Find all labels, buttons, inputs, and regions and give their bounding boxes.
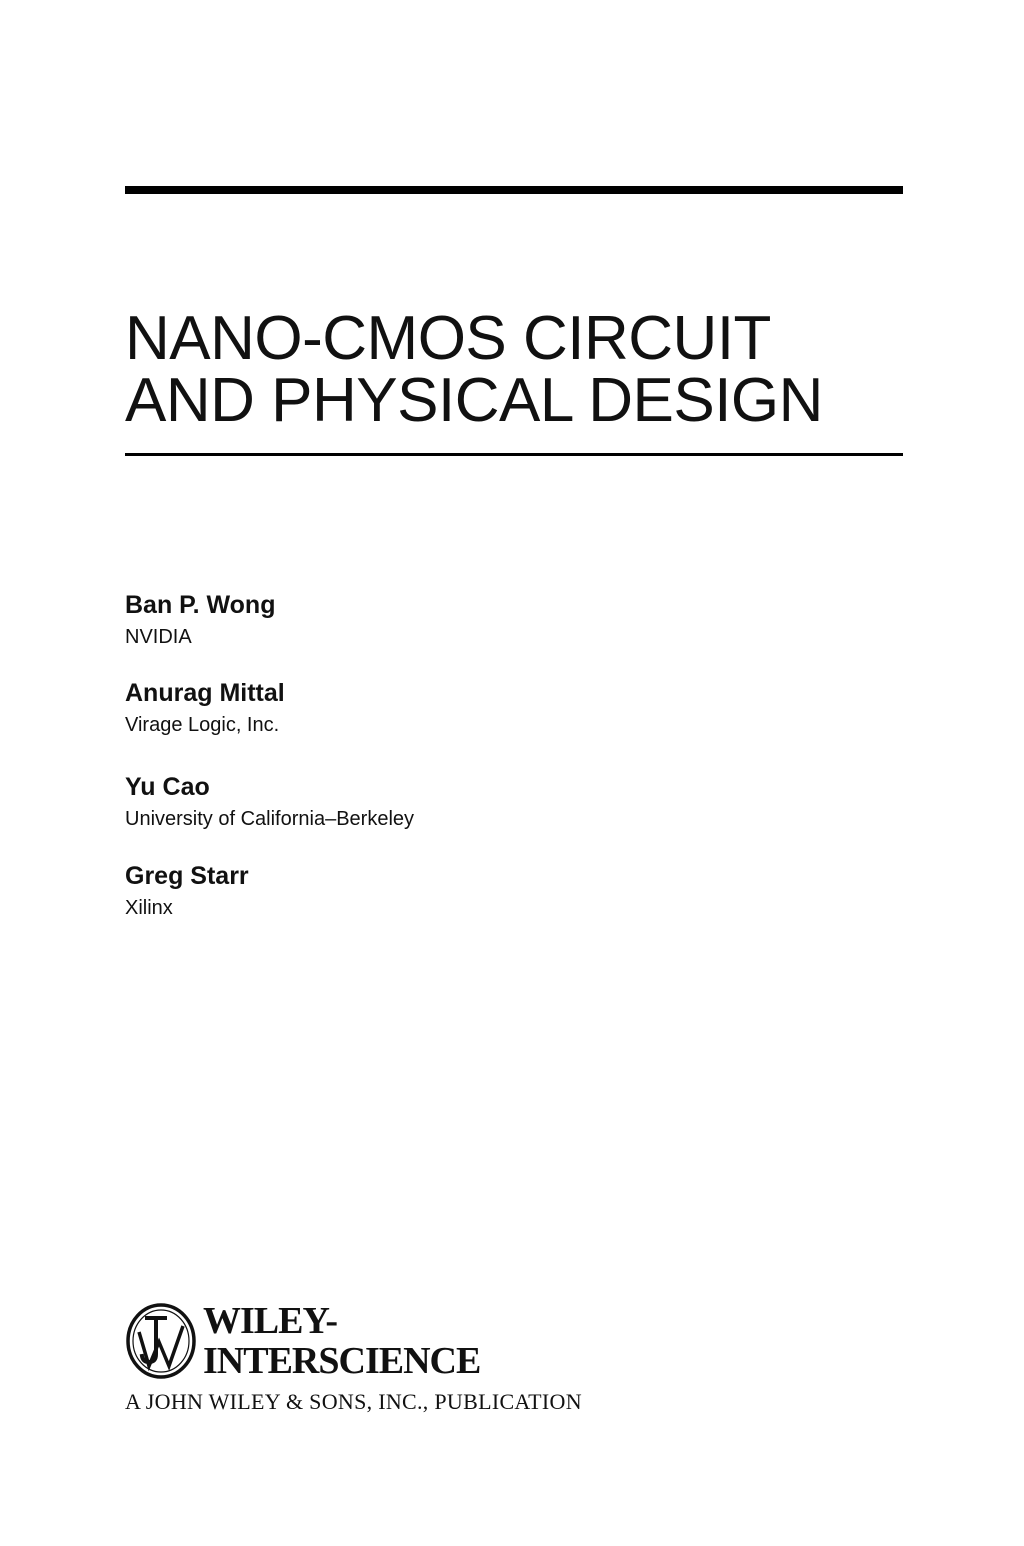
publisher-logo: [125, 1300, 625, 1430]
author-block: [125, 678, 285, 738]
author-name: Anurag Mittal: [125, 679, 285, 707]
author-affiliation: NVIDIA: [125, 626, 192, 648]
book-title: [125, 304, 903, 435]
author-name: Greg Starr: [125, 862, 249, 890]
author-affiliation: Xilinx: [125, 897, 173, 919]
author-affiliation: Virage Logic, Inc.: [125, 714, 280, 736]
book-title-line-1: NANO-CMOS CIRCUIT: [125, 304, 771, 373]
author-name: Ban P. Wong: [125, 591, 276, 619]
imprint-wordmark-line-2: INTERSCIENCE: [203, 1340, 481, 1382]
author-block: [125, 861, 249, 921]
wiley-seal-icon: [125, 1302, 197, 1380]
imprint-wordmark-line-1: WILEY-: [203, 1300, 338, 1342]
book-title-line-2: AND PHYSICAL DESIGN: [125, 366, 823, 435]
author-affiliation: University of California–Berkeley: [125, 808, 415, 830]
author-name: Yu Cao: [125, 773, 210, 801]
author-block: [125, 590, 275, 650]
author-block: [125, 772, 414, 832]
publisher-tagline: A JOHN WILEY & SONS, INC., PUBLICATION: [125, 1389, 582, 1414]
top-thick-rule: [125, 186, 903, 194]
title-underline-rule: [125, 453, 903, 456]
